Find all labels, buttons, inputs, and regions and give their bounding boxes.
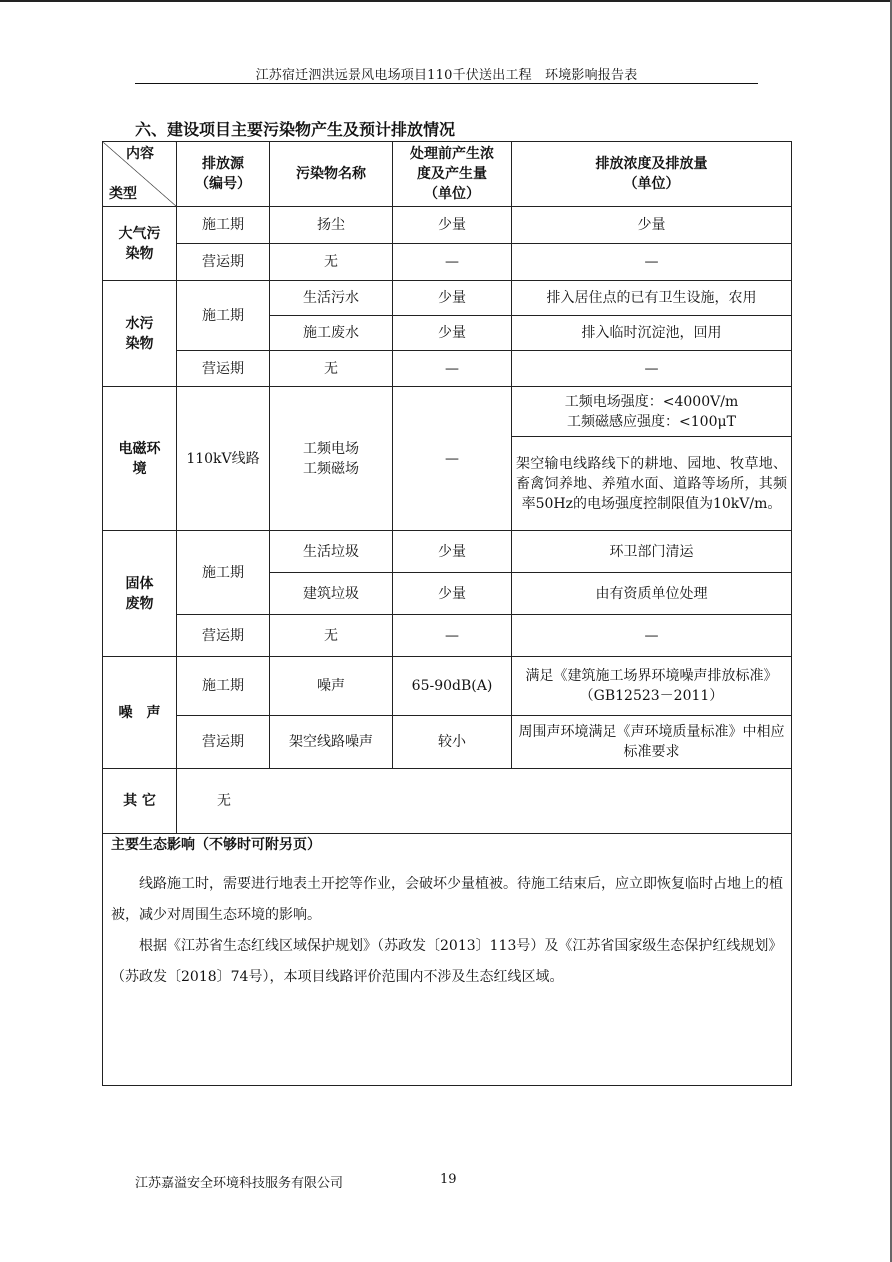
ecology-paragraph: 根据《江苏省生态红线区域保护规划》（苏政发〔2013〕113号）及《江苏省国家级生态保护红线规划》（苏政发〔2018〕74号），本项目线路评价范围内不涉及生态红线区域。 xyxy=(111,938,783,985)
pollutant-cell: 工频电场 工频磁场 xyxy=(270,387,393,531)
before-cell: — xyxy=(393,351,512,387)
period-cell: 营运期 xyxy=(177,615,270,657)
header-content-label: 内容 xyxy=(126,146,154,162)
running-header: 江苏宿迁泗洪远景风电场项目110千伏送出工程 环境影响报告表 xyxy=(255,68,638,83)
before-cell: 少量 xyxy=(393,207,512,244)
pollutant-cell: 扬尘 xyxy=(270,207,393,244)
header-before: 处理前产生浓 度及产生量 （单位） xyxy=(393,142,512,207)
after-cell: 排入临时沉淀池，回用 xyxy=(512,316,792,351)
page-number: 19 xyxy=(440,1172,457,1187)
category-noise: 噪 声 xyxy=(103,657,177,769)
pollutant-cell: 建筑垃圾 xyxy=(270,573,393,615)
table-row xyxy=(103,657,792,716)
table-row xyxy=(103,716,792,769)
category-water: 水污 染物 xyxy=(103,281,177,387)
after-cell: — xyxy=(512,351,792,387)
before-cell: — xyxy=(393,387,512,531)
pollutant-cell: 无 xyxy=(270,615,393,657)
period-cell: 营运期 xyxy=(177,351,270,387)
ecology-title: 主要生态影响（不够时可附另页） xyxy=(111,837,321,853)
table-row xyxy=(103,207,792,244)
pollutant-cell: 生活污水 xyxy=(270,281,393,316)
period-cell: 施工期 xyxy=(177,281,270,351)
before-cell: — xyxy=(393,244,512,281)
before-cell: 少量 xyxy=(393,573,512,615)
ecology-cell xyxy=(103,834,792,1086)
header-pollutant: 污染物名称 xyxy=(270,142,393,207)
after-cell: 满足《建筑施工场界环境噪声排放标准》（GB12523－2011） xyxy=(512,657,792,716)
source-cell: 110kV线路 xyxy=(177,387,270,531)
before-cell: 少量 xyxy=(393,531,512,573)
page-top-border xyxy=(0,0,892,2)
table-row xyxy=(103,351,792,387)
table-header-row xyxy=(103,142,792,207)
footer-company: 江苏嘉溢安全环境科技服务有限公司 xyxy=(135,1176,344,1191)
before-cell: 少量 xyxy=(393,281,512,316)
table-row xyxy=(103,531,792,573)
header-rule xyxy=(135,83,758,84)
category-air: 大气污 染物 xyxy=(103,207,177,281)
category-em: 电磁环 境 xyxy=(103,387,177,531)
header-after: 排放浓度及排放量 （单位） xyxy=(512,142,792,207)
after-cell: — xyxy=(512,244,792,281)
table-row xyxy=(103,387,792,437)
after-cell: 排入居住点的已有卫生设施，农用 xyxy=(512,281,792,316)
category-other: 其 它 xyxy=(103,769,177,834)
period-cell: 施工期 xyxy=(177,657,270,716)
after-cell: 架空输电线路线下的耕地、园地、牧草地、畜禽饲养地、养殖水面、道路等场所，其频率50Hz的电场强度控制限值为10kV/m。 xyxy=(512,437,792,531)
other-value: 无 xyxy=(177,769,792,834)
period-cell: 营运期 xyxy=(177,716,270,769)
pollutant-cell: 噪声 xyxy=(270,657,393,716)
pollutant-cell: 无 xyxy=(270,351,393,387)
ecology-row xyxy=(103,834,792,1086)
after-cell: 工频电场强度：<4000V/m 工频磁感应强度：<100μT xyxy=(512,387,792,437)
after-cell: 周围声环境满足《声环境质量标准》中相应标准要求 xyxy=(512,716,792,769)
before-cell: 较小 xyxy=(393,716,512,769)
table-row xyxy=(103,281,792,316)
header-source: 排放源 （编号） xyxy=(177,142,270,207)
table-row xyxy=(103,769,792,834)
pollutant-cell: 施工废水 xyxy=(270,316,393,351)
section-title: 六、建设项目主要污染物产生及预计排放情况 xyxy=(135,120,456,139)
after-cell: 环卫部门清运 xyxy=(512,531,792,573)
before-cell: 少量 xyxy=(393,316,512,351)
after-cell: 由有资质单位处理 xyxy=(512,573,792,615)
table-row xyxy=(103,244,792,281)
pollutant-table xyxy=(102,141,792,1086)
table-row xyxy=(103,615,792,657)
period-cell: 施工期 xyxy=(177,531,270,615)
diagonal-header-cell xyxy=(103,142,177,207)
after-cell: 少量 xyxy=(512,207,792,244)
header-type-label: 类型 xyxy=(109,186,137,202)
period-cell: 营运期 xyxy=(177,244,270,281)
ecology-paragraph: 线路施工时，需要进行地表土开挖等作业，会破坏少量植被。待施工结束后，应立即恢复临时占地上的植被，减少对周围生态环境的影响。 xyxy=(111,876,783,923)
before-cell: 65-90dB(A) xyxy=(393,657,512,716)
before-cell: — xyxy=(393,615,512,657)
pollutant-cell: 无 xyxy=(270,244,393,281)
after-cell: — xyxy=(512,615,792,657)
category-solid: 固体 废物 xyxy=(103,531,177,657)
pollutant-cell: 生活垃圾 xyxy=(270,531,393,573)
period-cell: 施工期 xyxy=(177,207,270,244)
pollutant-cell: 架空线路噪声 xyxy=(270,716,393,769)
